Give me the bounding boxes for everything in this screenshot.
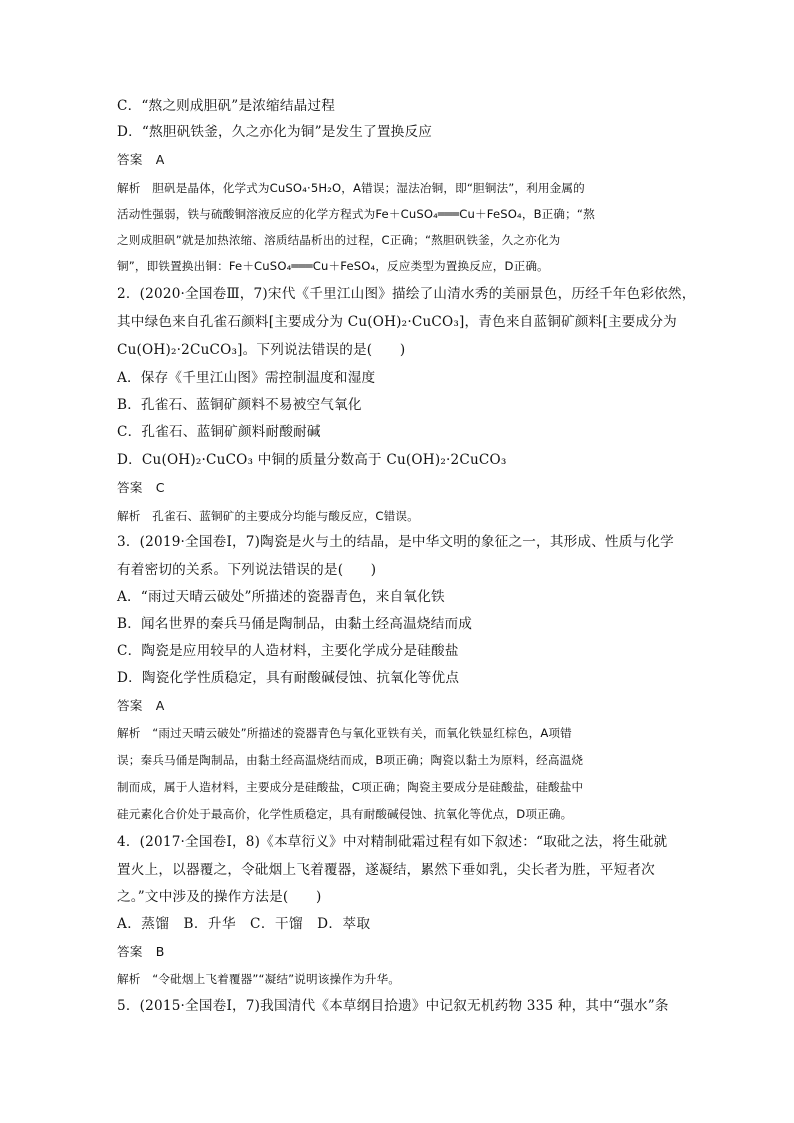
option-b: B．孔雀石、蓝铜矿颜料不易被空气氧化 xyxy=(117,397,362,413)
question-2-stem: 2．(2020·全国卷Ⅲ，7)宋代《千里江山图》描绘了山清水秀的美丽景色，历经千年色彩依然， xyxy=(117,286,696,302)
option-d: D．Cu(OH)₂·CuCO₃ 中铜的质量分数高于 Cu(OH)₂·2CuCO₃ xyxy=(117,452,507,468)
answer-line: 答案 C xyxy=(117,480,165,495)
answer-line: 答案 A xyxy=(117,698,165,713)
option-d: D．“熬胆矾铁釜，久之亦化为铜”是发生了置换反应 xyxy=(117,124,433,140)
option-b: B．闻名世界的秦兵马俑是陶制品，由黏土经高温烧结而成 xyxy=(117,616,473,632)
question-2-stem: Cu(OH)₂·2CuCO₃]。下列说法错误的是( ) xyxy=(117,342,406,358)
question-3-stem: 3．(2019·全国卷Ⅰ，7)陶瓷是火与土的结晶，是中华文明的象征之一，其形成、性质与化学 xyxy=(117,534,674,550)
question-4-stem: 4．(2017·全国卷Ⅰ，8)《本草衍义》中对精制砒霜过程有如下叙述：“取砒之法，将生砒就 xyxy=(117,834,668,850)
option-a: A．保存《千里江山图》需控制温度和湿度 xyxy=(117,370,376,386)
analysis-line: 活动性强弱，铁与硫酸铜溶液反应的化学方程式为Fe＋CuSO₄═══Cu＋FeSO₄，B正确；“熬 xyxy=(117,207,595,221)
option-a: A．“雨过天晴云破处”所描述的瓷器青色，来自氧化铁 xyxy=(117,589,445,605)
analysis-line: 误；秦兵马俑是陶制品，由黏土经高温烧结而成，B项正确；陶瓷以黏土为原料，经高温烧 xyxy=(117,753,584,767)
analysis-line: 解析 孔雀石、蓝铜矿的主要成分均能与酸反应，C错误。 xyxy=(117,509,419,523)
option-d: D．陶瓷化学性质稳定，具有耐酸碱侵蚀、抗氧化等优点 xyxy=(117,670,460,686)
answer-line: 答案 A xyxy=(117,152,165,167)
analysis-line: 硅元素化合价处于最高价，化学性质稳定，具有耐酸碱侵蚀、抗氧化等优点，D项正确。 xyxy=(117,807,573,821)
analysis-line: 解析 “令砒烟上飞着覆器”“凝结”说明该操作为升华。 xyxy=(117,972,400,986)
analysis-line: 之则成胆矾”就是加热浓缩、溶质结晶析出的过程，C正确；“熬胆矾铁釜，久之亦化为 xyxy=(117,233,561,247)
analysis-line: 解析 胆矾是晶体，化学式为CuSO₄·5H₂O，A错误；湿法冶铜，即“胆铜法”，利用金属的 xyxy=(117,181,585,195)
question-4-stem: 置火上，以器覆之，令砒烟上飞着覆器，遂凝结，累然下垂如乳，尖长者为胜，平短者次 xyxy=(117,862,655,878)
analysis-line: 制而成，属于人造材料，主要成分是硅酸盐，C项正确；陶瓷主要成分是硅酸盐，硅酸盐中 xyxy=(117,780,584,794)
analysis-line: 铜”，即铁置换出铜：Fe＋CuSO₄═══Cu＋FeSO₄，反应类型为置换反应，D正确。 xyxy=(117,259,549,273)
question-2-stem: 其中绿色来自孔雀石颜料[主要成分为 Cu(OH)₂·CuCO₃]，青色来自蓝铜矿颜料[主要成分为 xyxy=(117,314,677,330)
analysis-line: 解析 “雨过天晴云破处”所描述的瓷器青色与氧化亚铁有关，而氧化铁显红棕色，A项错 xyxy=(117,726,572,740)
option-c: C．“熬之则成胆矾”是浓缩结晶过程 xyxy=(117,98,336,114)
answer-line: 答案 B xyxy=(117,944,165,959)
question-3-stem: 有着密切的关系。下列说法错误的是( ) xyxy=(117,562,377,578)
question-5-stem: 5．(2015·全国卷Ⅰ，7)我国清代《本草纲目拾遗》中记叙无机药物 335 种，其中“强水”条 xyxy=(117,998,669,1014)
options-row: A．蒸馏 B．升华 C．干馏 D．萃取 xyxy=(117,916,371,932)
option-c: C．孔雀石、蓝铜矿颜料耐酸耐碱 xyxy=(117,424,321,440)
option-c: C．陶瓷是应用较早的人造材料，主要化学成分是硅酸盐 xyxy=(117,643,459,659)
question-4-stem: 之。”文中涉及的操作方法是( ) xyxy=(117,889,322,905)
